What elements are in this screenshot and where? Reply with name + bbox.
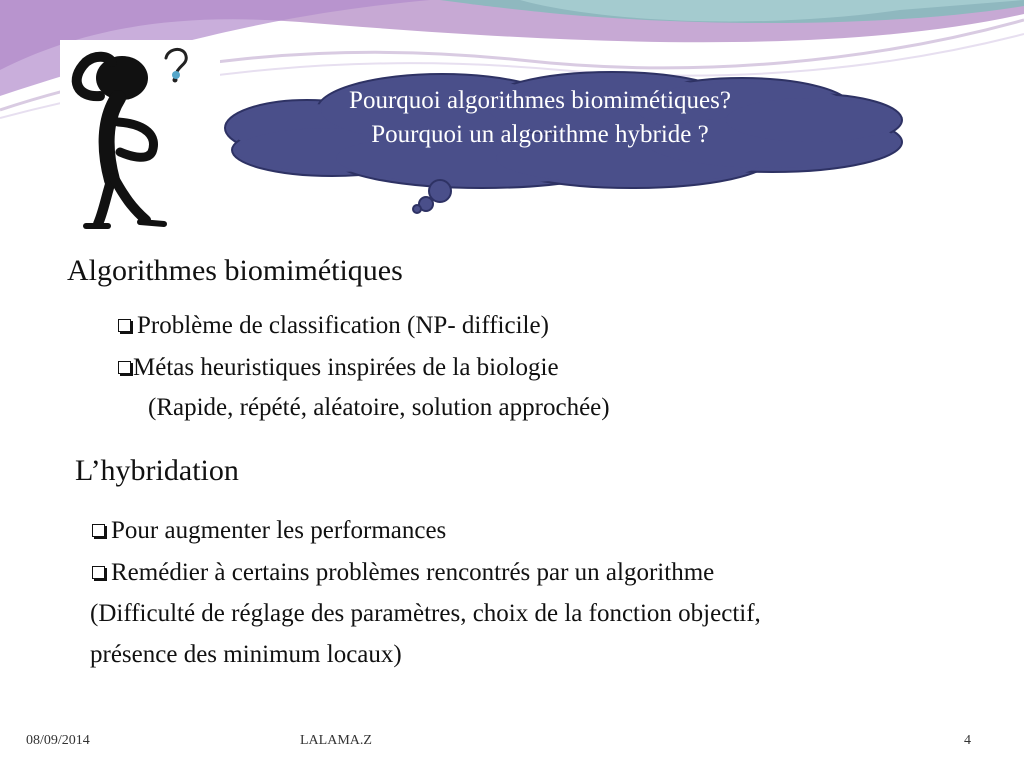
- section2-item-1-text: Pour augmenter les performances: [111, 517, 447, 544]
- footer-date: 08/09/2014: [26, 733, 90, 748]
- section1-item-2: [118, 353, 559, 383]
- section1-item-2-text: Métas heuristiques inspirées de la biologie: [133, 354, 559, 381]
- thought-line-1: Pourquoi algorithmes biomimétiques?: [349, 87, 731, 114]
- checkbox-bullet-icon: [92, 566, 105, 579]
- section1-item-1-text: Problème de classification (NP- difficile): [137, 312, 549, 339]
- section2-note-line-2: présence des minimum locaux): [90, 641, 402, 668]
- section1-note: (Rapide, répété, aléatoire, solution approchée): [148, 394, 610, 421]
- section2-item-2-text: Remédier à certains problèmes rencontrés par un algorithme: [111, 559, 715, 586]
- footer-page-number: 4: [964, 733, 971, 748]
- checkbox-bullet-icon: [92, 524, 105, 537]
- thinking-figure-icon: [60, 40, 220, 235]
- section2-item-2: [92, 558, 714, 588]
- footer-author: LALAMA.Z: [300, 733, 372, 748]
- thought-cloud-text: [240, 84, 840, 152]
- section2-note-line-1: (Difficulté de réglage des paramètres, choix de la fonction objectif,: [90, 600, 761, 627]
- section1-heading: Algorithmes biomimétiques: [67, 254, 403, 287]
- section1-item-1: [118, 311, 549, 341]
- section2-heading: L’hybridation: [75, 454, 239, 487]
- section2-item-1: [92, 516, 446, 546]
- thought-line-2: Pourquoi un algorithme hybride ?: [371, 121, 709, 148]
- checkbox-bullet-icon: [118, 361, 131, 374]
- checkbox-bullet-icon: [118, 319, 131, 332]
